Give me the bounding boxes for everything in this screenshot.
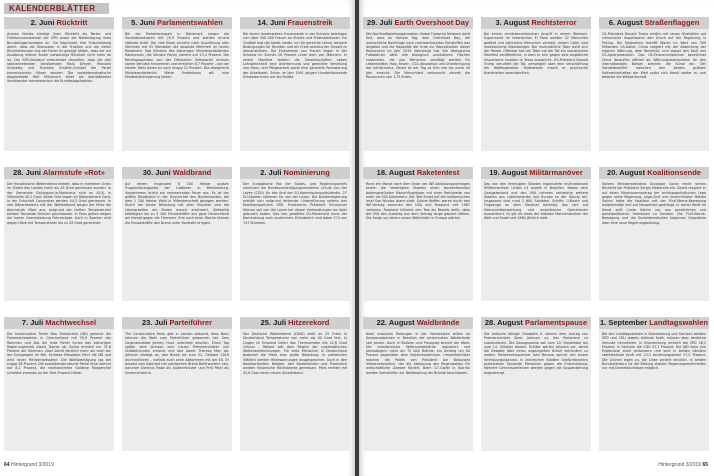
entry-date: 7. Juli bbox=[21, 318, 44, 327]
entry-text: Rund ein Monat nach dem Ende des INF-Abrüstungsvertrages testen die Vereinigten Staaten einen konventionellen bodengestützten Marschflugkörper mit einer Reichweite von mehr als 500 Kilometern. Der Test findet auf der kalifornischen Insel San Nicolas Island statt. Solche Waffen waren durch den INF-Vertrag zwischen den USA und Russland seit 1987 verboten. Russland kritisiert den Test als Beweis dafür, dass die USA den Ausstieg aus dem Vertrag lange geplant hätten. Die Sorge vor einem neuen Wettrüsten in Europa wächst. bbox=[366, 182, 470, 221]
calendar-entry bbox=[481, 167, 591, 301]
entry-heading bbox=[240, 317, 350, 329]
entry-event: Straßenflaggen bbox=[644, 18, 700, 27]
entry-body bbox=[363, 329, 473, 451]
entry-heading bbox=[599, 167, 709, 179]
entry-body bbox=[363, 29, 473, 151]
calendar-entry bbox=[4, 17, 114, 151]
entry-body bbox=[4, 179, 114, 301]
entry-heading bbox=[363, 167, 473, 179]
entry-text: Bei einem landesweiten Frauenstreik in der Schweiz beteiligen sich über 500 000 Frauen an Streiks und Protestaktionen. Ein Großteil legt die Arbeit nieder, um für gerechte Löhne, bessere Bedingungen für Familien und ein Ende sexistischer Gewalt zu demonstrieren. Die Einkommen von Frauen liegen in der Schweiz im Schnitt 20 Prozent unter dem von Männern. In einem Manifest fordern die Gewerkschaften neben Lohngleichheit eine Anerkennung und gerechter Verteilung von Haus- und Pflegearbeit sowie eine generelle Reduzierung der Arbeitszeit. Schon im Jahr 1991 gingen Hunderttausende Schweizerinnen auf die Straße. bbox=[243, 32, 347, 79]
calendar-entry bbox=[240, 317, 350, 451]
entry-date: 19. August bbox=[489, 168, 528, 177]
entry-event: Rücktritt bbox=[56, 18, 88, 27]
entry-body bbox=[599, 179, 709, 301]
entry-date: 2. Juli bbox=[260, 168, 282, 177]
entry-text: Der Deutsche Wetterdienst (DWD) stellt an 25 Orten in Deutschland Temperaturen von mehr als 40 Grad fest. In Lingen im Emsland liefert das Thermometer mit 42,6 Grad Celsius – Rekord seit dem Beginn der systematischen Wetteraufzeichnungen. Für viele Menschen in Deutschland bedeutet die Hitze eine große Belastung. In zahlreichen Städten werden Hitzewarnungen ausgesprochen. Auch in den Nachbarländern Belgien, den Niederlanden und Frankreich werden historische Höchstwerte gemessen. Paris meldet mit 42,6 Grad einen neuen Allzeitrekord. bbox=[243, 332, 347, 375]
entry-date: 6. August bbox=[608, 18, 643, 27]
entry-event: Alarmstufe «Rot» bbox=[42, 168, 105, 177]
entry-event: Machtwechsel bbox=[45, 318, 97, 327]
entry-date: 28. August bbox=[484, 318, 523, 327]
entry-event: Earth Overshoot Day bbox=[394, 18, 470, 27]
entry-event: Parlamentswahlen bbox=[157, 18, 223, 27]
entry-heading bbox=[481, 17, 591, 29]
page-number: 65 bbox=[702, 462, 708, 468]
entry-body bbox=[122, 329, 232, 451]
entry-date: 30. Juni bbox=[142, 168, 171, 177]
entry-body bbox=[240, 329, 350, 451]
entry-event: Waldbrand bbox=[172, 168, 212, 177]
entry-date: 25. Juli bbox=[260, 318, 287, 327]
entry-body bbox=[122, 29, 232, 151]
entry-date: 14. Juni bbox=[257, 18, 286, 27]
entry-body bbox=[481, 29, 591, 151]
page-footer bbox=[4, 462, 54, 468]
entry-heading bbox=[122, 317, 232, 329]
entry-event: Koalitionsende bbox=[647, 168, 701, 177]
section-title: KALENDERBLÄTTER bbox=[9, 4, 96, 13]
entry-text: Andrea Nahles kündigt ihren Rücktritt als Partei- und Fraktionsvorsitzende der SPD sowie die Niederlegung ihres Bundestagsmandates an. Sie begründet ihre Entscheidung damit, dass die Diskussion in der Fraktion und die vielen Rückmeldungen aus der Partei ihr gezeigt hätten, dass der zur Ausübung meiner Ämter notwendige Rückhalt nicht mehr da ist. Der SPD-Vorstand entscheidet daraufhin, dass die drei stellvertretenden Vorsitzenden Malu Dreyer, Manuela Schwesig und Thorsten Schäfer-Gümbel die Partei kommissarisch führen werden. Die sozialdemokratische Abgeordnete Rolf Mützenich leitet als dienstältester Vorsitzender kommissarisch die Bundestagsfraktion. bbox=[7, 32, 111, 84]
entry-event: Frauenstreik bbox=[287, 18, 333, 27]
entry-event: Militärmanöver bbox=[529, 168, 583, 177]
calendar-entry bbox=[122, 167, 232, 301]
entry-heading bbox=[599, 317, 709, 329]
entry-text: Der Europäische Rat der Staats- und Regierungschefs nominiert die Bundesverteidigungsministerin Ursula von der Leyen (CDU) für das Amt der EU-Kommissionspräsidentin. 27 EU-Staaten stimmen für von der Leyen. Die Bundesregierung enthält sich aufgrund fehlender Unterstützung seitens des Koalitionspartners SPD. Frankreichs Präsident Emmanuel Macron soll von der Leyen bei diesen Verhandlungen ins Spiel gebracht haben. Das neu gewählte EU-Parlament muss der Nominierung noch zustimmen. Erforderlich sind dabei 374 von 747 Stimmen. bbox=[243, 182, 347, 225]
entry-heading bbox=[599, 17, 709, 29]
entry-event: Hitzerekord bbox=[288, 318, 330, 327]
calendar-entry bbox=[363, 317, 473, 451]
entry-text: Das von den Vereinigten Staaten organisierte multinationale Militärmanöver Unitas LX startet in Brasilien. Neben dem Gastgeberland und den USA nehmen zahlreiche weitere Staaten aus Lateinamerika und Europa an der Übung teil. Insgesamt sind rund 2 600 Soldaten, Schiffe, U-Boote und Flugzeuge an dem Manöver beteiligt, das sich auf Seeraumüberwachung und amphibische Operationen konzentriert. Es gilt als eines der ältesten Marinemanöver der Welt und findet seit 1960 jährlich statt. bbox=[484, 182, 588, 221]
entry-text: Auf einem insgesamt 6 200 Hektar großen Truppenübungsplatz bei Lübtheen in Mecklenburg-Vorpommern bricht ein verheerendes Feuer aus. Es ist der größte Waldbrand in der Geschichte des Bundeslandes, bei dem 1 200 Hektar Wald in Mitleidenschaft gezogen werden. Durch die starke Belastung mit alter Munition sind die Löscharbeiten am Boden massiv erschwert. Zeitweilig beteiligten bis zu 3 200 Einsatzkräfte aus ganz Deutschland am Kampf gegen die Flammen. Erst nach einer Woche können die Einsatzkräfte den Brand unter Kontrolle bringen. bbox=[125, 182, 229, 225]
entry-event: Raketentest bbox=[416, 168, 460, 177]
entry-text: Bei der Parlamentswahl in Dänemark siegen die Sozialdemokraten mit 25,9 Prozent und werden erneut stärkste Kraft. Der rote Block erreicht nach Auszählung aller Stimmen mit 91 Mandaten die absolute Mehrheit im neuen Parlament. Das Bündnis des bisherigen Ministerpräsidenten Rasmussen, die Venstre Partei, kommt auf 23,4 Prozent. Die Rechtspopulisten von der Dänischen Volkspartei müssen starke Verluste hinnehmen und erreichen 8,7 Prozent – bei der letzten Wahl waren es noch knapp 21 Prozent. Die designierte Ministerpräsidentin Mette Frederiksen will eine Minderheitsregierung bilden. bbox=[125, 32, 229, 79]
entry-body bbox=[240, 29, 350, 151]
calendar-entry bbox=[599, 317, 709, 451]
page-footer bbox=[658, 462, 708, 468]
entry-text: Bei einem rechtsterroristischen Angriff in einem Walmart-Supermarkt im texanischen El Paso werden 22 Menschen getötet und zahlreiche Menschen verletzt, sieben Opfer sind mexikanische Staatsbürger. Der mutmaßliche Täter stellt sich der Polizei. Offenbar hat der Täter vor der Tat ein rassistisches Manifest veröffentlicht, in dem er sich gegen eine angebliche hispanische Invasion in Texas ausspricht. US-Präsident Donald Trump verurteilt die Tat, verweigert aber eine Verschärfung der Waffengesetze. Stattdessen macht er psychische Krankheiten verantwortlich. bbox=[484, 32, 588, 75]
entry-heading bbox=[122, 17, 232, 29]
entry-date: 23. Juli bbox=[141, 318, 168, 327]
entry-date: 18. August bbox=[376, 168, 415, 177]
entry-heading bbox=[4, 17, 114, 29]
entry-body bbox=[363, 179, 473, 301]
entry-text: Der französische Wetterdienst meldet, dass in mehreren Orten im Süden des Landes mehr als 45 Grad gemessen wurden. In der Gemeinde Gallargues-le-Montueux sind es 45,8, in Villevieille 45,1 Grad. Beide Orte liegen im Département Gard. In der Ortschaft Carpentras werden 44,3 Grad gemessen. In vier Départements ruft der Wetterdienst wegen der Hitze die Alarmstufe «Rot» aus. Aufgrund der heißen Temperaturen bleiben Tausende Schulen geschlossen. In Paris gelten wegen der hohen Ozonbelastung Fahrverbote. Auch in Spanien wird gegen Hitze mit Temperaturen bis zu 43 Grad gerechnet. bbox=[7, 182, 111, 225]
entry-heading bbox=[481, 167, 591, 179]
entry-event: Waldbrände bbox=[416, 318, 460, 327]
entry-date: 1. September bbox=[600, 318, 648, 327]
entry-event: Rechtsterror bbox=[531, 18, 577, 27]
calendar-entry bbox=[363, 17, 473, 151]
calendar-entry bbox=[4, 167, 114, 301]
entry-body bbox=[122, 179, 232, 301]
entry-heading bbox=[240, 17, 350, 29]
entry-heading bbox=[481, 317, 591, 329]
entry-heading bbox=[4, 167, 114, 179]
entry-body bbox=[481, 179, 591, 301]
entry-event: Landtagswahlen bbox=[649, 318, 708, 327]
entry-text: US-Präsident Donald Trump erhöht mit neuen Strafzöllen auf chinesische Importwaren den Druck auf die Regierung in Peking. Die Maßnahme betrifft Waren im Wert von 300 Milliarden US-Dollar. China reagiert mit der Abwertung der eigenen Währung, dem Renminbi, und stoppt den Kauf von US-Agrarprodukten. Das US-Finanzministerium bezeichnet China daraufhin offiziell als Währungsmanipulator. An den internationalen Börsen brechen die Kurse ein. Der Handelskonflikt zwischen den beiden größten Volkswirtschaften der Welt spitzt sich damit weiter zu und belastet die Weltwirtschaft. bbox=[602, 32, 706, 79]
calendar-entry bbox=[122, 17, 232, 151]
entry-date: 20. August bbox=[607, 168, 646, 177]
entry-text: Die konservative Partei Nea Dimokratia (ND) gewinnt die Parlamentswahlen in Griechenland mit 39,9 Prozent der Stimmen und löst die linke Partei Syriza des bisherigen Regierungschefs Alexis Tsipras ab. Syriza erreicht nur 31,6 Prozent der Stimmen. Aber damit deutlich mehr als noch bei der Europawahl im Mai. Kyriakos Mitsotakis führt die ND und wird neuer Ministerpräsident. Die Wahlbeteiligung lag bei knapp 58 Prozent. Die sozialdemokratische Partei Kinal kommt auf 8,1 Prozent, die rechtsextreme Goldene Morgenröte scheitert erstmals an der Drei-Prozent-Hürde. bbox=[7, 332, 111, 375]
entry-date: 3. August bbox=[495, 18, 530, 27]
entry-date: 2. Juni bbox=[30, 18, 55, 27]
publication-name: Hintergrund 3/2019 bbox=[10, 462, 54, 468]
calendar-entry bbox=[240, 17, 350, 151]
entry-heading bbox=[122, 167, 232, 179]
entry-heading bbox=[4, 317, 114, 329]
entry-body bbox=[599, 29, 709, 151]
entry-body bbox=[4, 29, 114, 151]
entry-heading bbox=[363, 317, 473, 329]
entry-text: Nach massiven Rodungen in der Vormonaten wüten im Amazonasbecken in Brasilien die schlimmsten Waldbrände seit Jahren. Auch in Bolivien und Paraguay brennt der Wald. Die brasilianische Weltraumbehörde registriert seit Jahresbeginn mehr als 75 000 Brände, ein Anstieg um 84 Prozent gegenüber dem Vorjahreszeitraum. Umweltschützer machen die Politik von Präsident Jair Bolsonaro mitverantwortlich, der die Abholzung des Regenwaldes für wirtschaftliche Zwecke fördert. Beim G7-Gipfel in Biarritz werden Soforthilfen zur Bekämpfung der Brände beschlossen. bbox=[366, 332, 470, 375]
entry-event: Parlamentspause bbox=[525, 318, 588, 327]
entry-date: 5. Juni bbox=[131, 18, 155, 27]
entry-text: Italiens Ministerpräsident Giuseppe Conte reicht seinen Rücktritt bei Präsident Sergio Mattarella ein. Damit reagiert er auf einen Misstrauensantrag der rechtspopulistischen Lega gegen seine Regierung. Lega-Chef und Innenminister Matteo Salvini hatte die Koalition mit der Fünf-Sterne-Bewegung aufgekündigt und auf Neuwahlen gedrängt. In seiner Rede im Senat wirft Conte Salvini vor, aus persönlichen und parteipolitischen Interessen zu handeln. Die Fünf-Sterne-Bewegung und die Sozialdemokraten beginnen Gespräche über eine neue Regierungsbildung. bbox=[602, 182, 706, 225]
calendar-entry bbox=[481, 317, 591, 451]
entry-text: The Conservative Party gibt in London bekannt, dass Boris Johnson die Wahl zum Parteiführer gewonnen hat. Sein Gegenkandidat Jeremy Hunt unterliegt deutlich. Einen Tag später wird Johnson zum neuen Premierminister von Großbritannien ernannt und löst damit Theresa May ab. Johnson kündigt an, den Brexit bis zum 31. Oktober 2019 durchzuführen – notfalls auch ohne Abkommen mit der EU. Er besetzt sein Kabinett mit zahlreichen Brexit-Befürwortern neu, darunter Dominic Raab als Außenminister und Priti Patel als Innenministerin. bbox=[125, 332, 229, 375]
calendar-entry bbox=[4, 317, 114, 451]
section-header bbox=[4, 2, 351, 15]
entry-date: 22. August bbox=[376, 318, 415, 327]
entry-date: 29. Juli bbox=[366, 18, 393, 27]
page-number: 64 bbox=[4, 462, 10, 468]
calendar-entry bbox=[240, 167, 350, 301]
calendar-entry bbox=[122, 317, 232, 451]
right-page bbox=[359, 0, 714, 476]
entry-text: Die Nachhaltigkeitsorganisation Global Footprint Network stellt fest, dass an diesem Tag, dem Overshoot Day, die menschliche Nachfrage nach nachwachsenden Rohstoffen das Angebot und die Kapazität der Erde zur Reproduktion dieser Ressourcen im Jahr 2019 übersteigt hat. Die ökologische Fußabdruck zählt alle biologisch produktiven Flächen zusammen, die von Menschen benötigt werden für Lebensmittel, Holz, Fasern, CO2-Absorption und Unterbringung der Infrastruktur. Damit ist der Tag so früh wie nie zuvor im Jahr erreicht. Die Menschheit verbraucht derzeit die Ressourcen von 1,75 Erden. bbox=[366, 32, 470, 79]
entry-body bbox=[481, 329, 591, 451]
publication-name: Hintergrund 3/2019 bbox=[658, 462, 702, 468]
entry-body bbox=[4, 329, 114, 451]
entry-date: 28. Juni bbox=[13, 168, 41, 177]
entry-text: Bei den Landtagswahlen in Brandenburg und Sachsen bleiben SPD und CDU jeweils stärkste Kraft, müssen aber deutliche Verluste hinnehmen. In Brandenburg erreicht die SPD 26,2 Prozent, in Sachsen die CDU 32,1 Prozent. Die AfD kann ihre Ergebnisse stark verbessern und wird in beiden Ländern zweitstärkste Kraft mit 23,5 beziehungsweise 27,5 Prozent. Die Grünen legen zu, die Linke verliert deutlich. In beiden Bundesländern ist die Bildung stabiler Regierungsmehrheiten nur mit Dreierbündnissen möglich. bbox=[602, 332, 706, 371]
entry-heading bbox=[240, 167, 350, 179]
calendar-entry bbox=[481, 17, 591, 151]
calendar-entry bbox=[599, 17, 709, 151]
entry-text: Die britische Königin Elizabeth II. stimmt dem Antrag von Premierminister Boris Johnson zu, das Parlament zu suspendieren. Die Zwangspause soll vom 10. September bis zum 14. Oktober dauern. Kritiker werfen Johnson vor, damit die Debatte über einen ungeregelten Brexit verhindern zu wollen. Parlamentssprecher John Bercow spricht von einem Verfassungsskandal. In zahlreichen Städten Großbritanniens protestieren Tausende Menschen gegen die Entscheidung. Mehrere Gerichtsverfahren werden gegen die Suspendierung angestrengt. bbox=[484, 332, 588, 375]
entry-heading bbox=[363, 17, 473, 29]
entry-event: Nominierung bbox=[283, 168, 330, 177]
entry-body bbox=[240, 179, 350, 301]
entry-body bbox=[599, 329, 709, 451]
left-page bbox=[0, 0, 355, 476]
entry-event: Parteiführer bbox=[169, 318, 213, 327]
calendar-entry bbox=[363, 167, 473, 301]
calendar-entry bbox=[599, 167, 709, 301]
